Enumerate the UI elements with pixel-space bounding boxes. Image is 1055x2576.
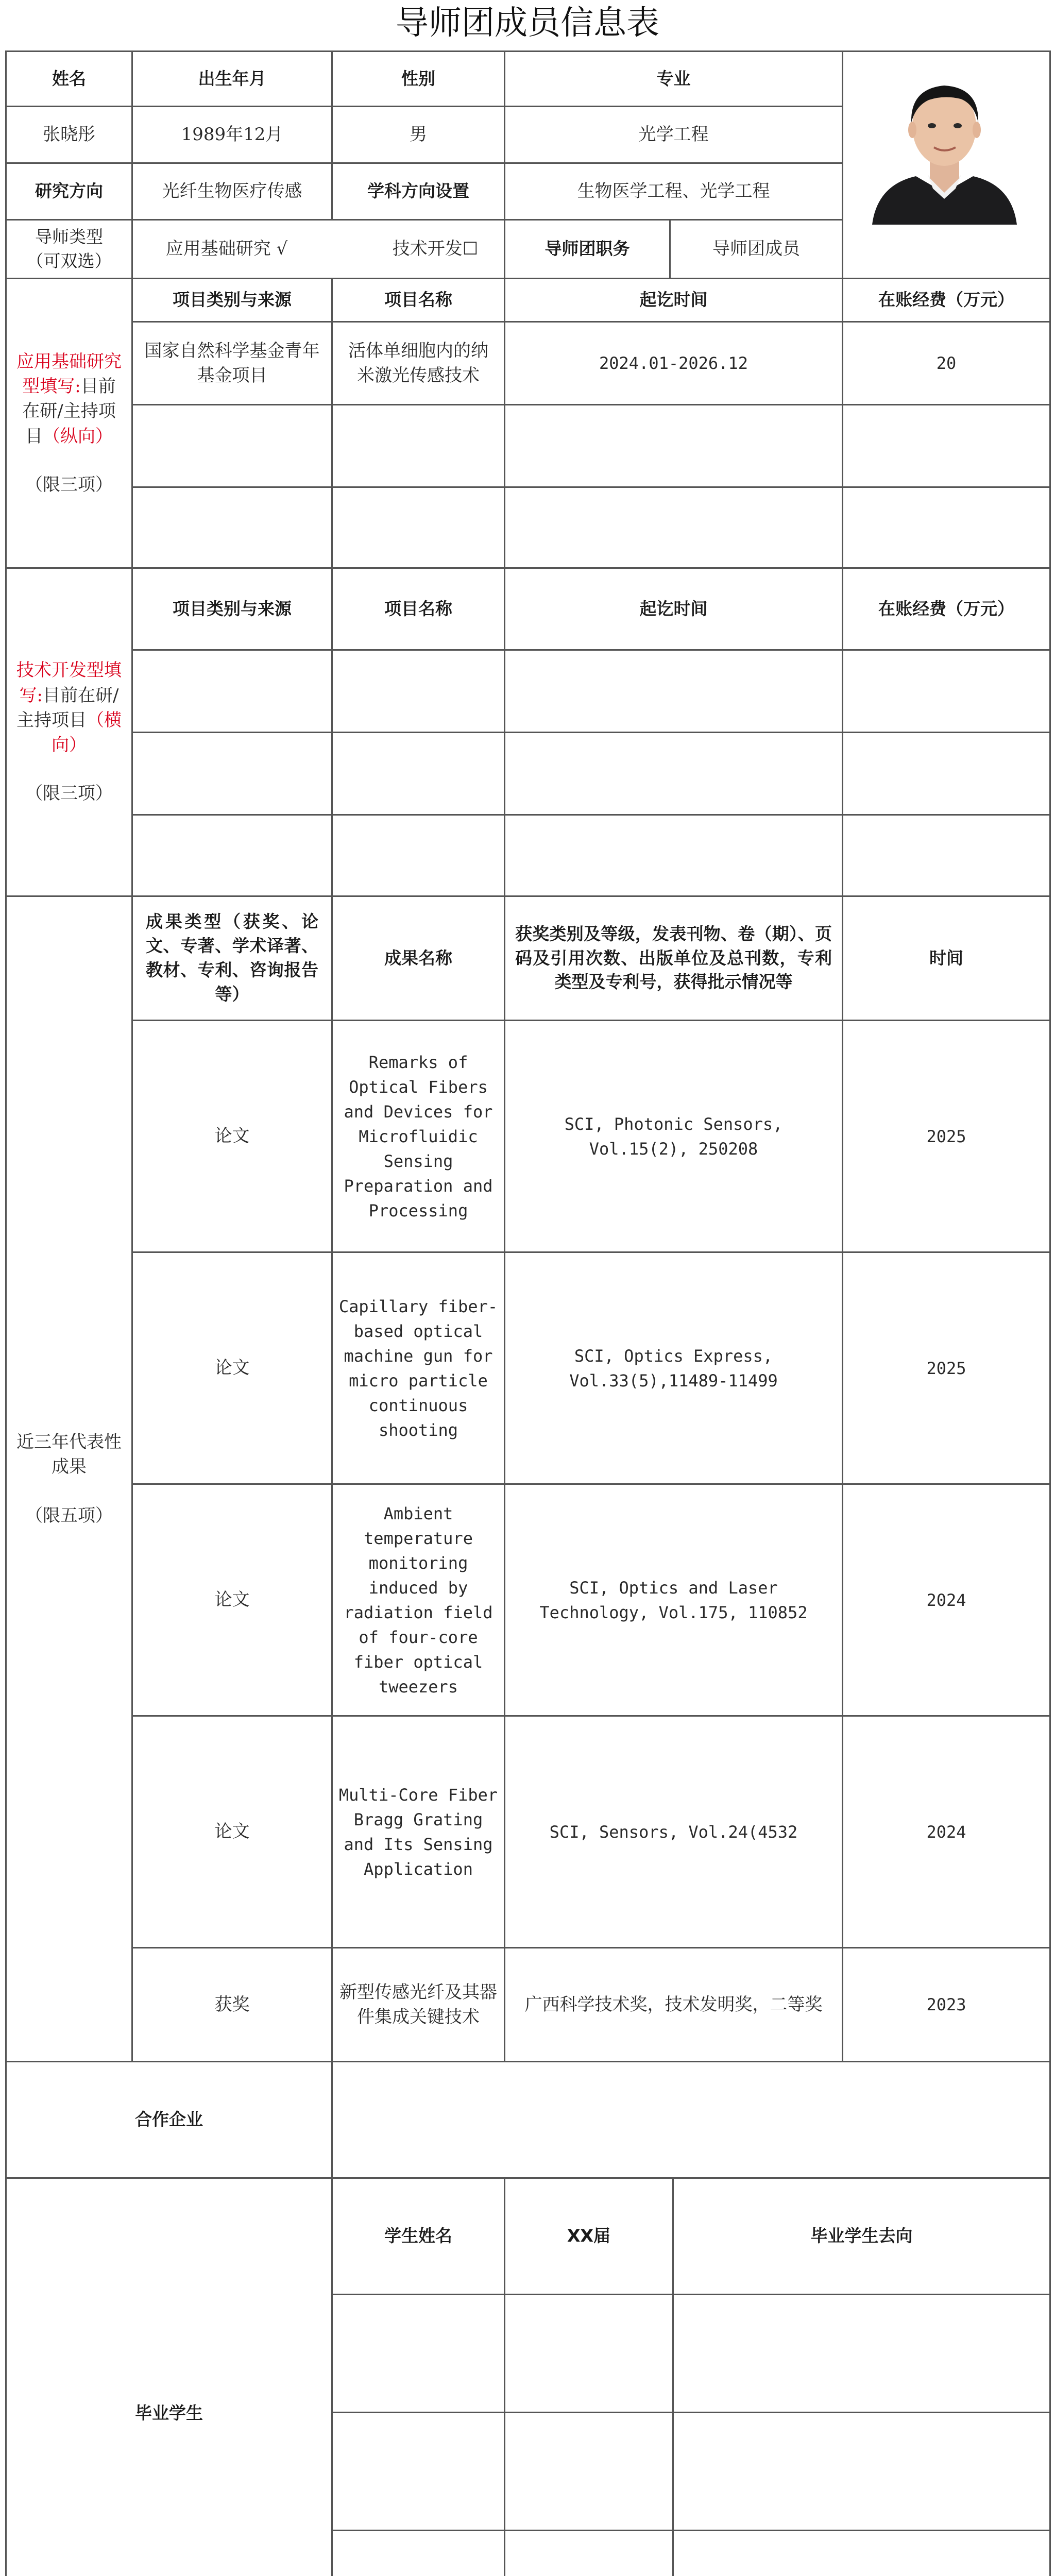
applied-label-black: 目前在研/主持项目 xyxy=(22,376,116,447)
graduates-label: 毕业学生 xyxy=(135,2402,203,2423)
research-value: 光纤生物医疗传感 xyxy=(162,181,302,202)
achievement-3-detail: SCI, Optics and Laser Technology, Vol.175, 110852 xyxy=(539,1578,808,1622)
graduate-1-name xyxy=(331,2294,505,2413)
graduate-2-class xyxy=(504,2412,674,2531)
achievement-1-type: 论文 xyxy=(214,1126,250,1147)
type-label: 导师类型（可双选） xyxy=(26,226,112,271)
applied-row-1-name: 活体单细胞内的纳米激光传感技术 xyxy=(348,340,488,386)
achievements-header-type: 成果类型（获奖、论文、专著、学术译著、教材、专利、咨询报告等） xyxy=(146,911,318,1004)
applied-row-1-period: 2024.01-2026.12 xyxy=(599,353,748,373)
achievement-5-time: 2023 xyxy=(926,1995,966,2014)
graduate-2-name xyxy=(331,2412,505,2531)
name-value: 张晓彤 xyxy=(43,124,95,145)
name-label: 姓名 xyxy=(52,68,86,89)
achievement-2-time: 2025 xyxy=(926,1358,966,1378)
tech-header-name: 项目名称 xyxy=(384,598,452,619)
applied-row-3-period xyxy=(504,486,843,569)
tech-label-black: 目前在研/主持项目 xyxy=(16,685,119,731)
type-tech-option[interactable]: 技术开发☐ xyxy=(392,239,479,260)
achievements-limit: （限五项） xyxy=(25,1505,113,1526)
major-value: 光学工程 xyxy=(638,124,709,145)
coop-value xyxy=(331,2061,1051,2179)
tech-row-3-funds xyxy=(842,814,1051,897)
applied-label-note: （纵向） xyxy=(43,426,113,447)
applied-row-2-source xyxy=(131,404,333,488)
achievement-4-type: 论文 xyxy=(214,1821,250,1842)
graduate-1-destination xyxy=(672,2294,1051,2413)
applied-row-2-funds xyxy=(842,404,1051,488)
applied-row-3-source xyxy=(131,486,333,569)
achievement-1-name: Remarks of Optical Fibers and Devices for Microfluidic Sensing Preparation and Processing xyxy=(344,1052,493,1221)
tech-row-1-period xyxy=(504,649,843,733)
applied-limit: （限三项） xyxy=(25,474,113,495)
coop-label: 合作企业 xyxy=(135,2109,203,2130)
achievements-label: 近三年代表性成果 xyxy=(16,1432,122,1478)
applied-row-3-name xyxy=(331,486,505,569)
gender-label: 性别 xyxy=(401,68,435,89)
tech-row-1-funds xyxy=(842,649,1051,733)
tech-label-red: 技术开发型填写: xyxy=(16,660,122,706)
achievement-4-name: Multi-Core Fiber Bragg Grating and Its Sensing Application xyxy=(338,1785,498,1879)
tech-row-2-funds xyxy=(842,732,1051,816)
achievement-3-time: 2024 xyxy=(926,1590,966,1610)
achievements-section-label xyxy=(5,895,133,2062)
achievement-5-detail: 广西科学技术奖，技术发明奖，二等奖 xyxy=(524,1994,823,2015)
applied-row-1-funds: 20 xyxy=(936,353,957,373)
achievement-2-detail: SCI, Optics Express, Vol.33(5),11489-11499 xyxy=(569,1346,778,1391)
tech-header-source: 项目类别与来源 xyxy=(173,598,292,619)
achievement-2-type: 论文 xyxy=(214,1358,250,1379)
graduates-header-destination: 毕业学生去向 xyxy=(810,2226,913,2246)
birth-value: 1989年12月 xyxy=(181,124,283,145)
gender-value: 男 xyxy=(410,124,427,145)
role-label: 导师团职务 xyxy=(544,239,630,259)
graduate-3-class xyxy=(504,2530,674,2576)
graduate-3-name xyxy=(331,2530,505,2576)
tech-header-funds: 在账经费（万元） xyxy=(878,598,1014,619)
tech-header-period: 起讫时间 xyxy=(639,598,708,619)
applied-row-3-funds xyxy=(842,486,1051,569)
applied-row-1-source: 国家自然科学基金青年基金项目 xyxy=(144,340,320,386)
achievements-header-name: 成果名称 xyxy=(384,947,452,968)
achievement-1-detail: SCI, Photonic Sensors, Vol.15(2), 250208 xyxy=(564,1114,783,1159)
achievement-1-time: 2025 xyxy=(926,1126,966,1146)
tech-row-3-source xyxy=(131,814,333,897)
applied-header-name: 项目名称 xyxy=(384,290,452,310)
tech-label-note: （横向） xyxy=(52,709,122,756)
tech-row-2-name xyxy=(331,732,505,816)
type-applied-option[interactable]: 应用基础研究 √ xyxy=(165,239,288,260)
achievements-header-time: 时间 xyxy=(929,947,963,968)
major-label: 专业 xyxy=(656,68,691,89)
achievement-3-name: Ambient temperature monitoring induced by radiation field of four-core fiber optical tweezers xyxy=(344,1503,493,1697)
page-title: 导师团成员信息表 xyxy=(396,4,659,42)
birth-label: 出生年月 xyxy=(198,68,266,89)
applied-section-label xyxy=(5,278,133,569)
achievements-header-detail: 获奖类别及等级，发表刊物、卷（期）、页码及引用次数、出版单位及总刊数，专利类型及专利号，获得批示情况等 xyxy=(515,923,832,992)
applied-header-source: 项目类别与来源 xyxy=(173,290,292,310)
achievement-3-type: 论文 xyxy=(214,1589,250,1611)
achievement-4-detail: SCI, Sensors, Vol.24(4532 xyxy=(549,1822,798,1842)
graduate-3-destination xyxy=(672,2530,1051,2576)
achievement-2-name: Capillary fiber-based optical machine gun for micro particle continuous shooting xyxy=(338,1296,498,1440)
applied-header-funds: 在账经费（万元） xyxy=(878,290,1014,310)
tech-row-1-name xyxy=(331,649,505,733)
discipline-value: 生物医学工程、光学工程 xyxy=(577,181,770,202)
applied-header-period: 起讫时间 xyxy=(639,290,708,310)
achievement-4-time: 2024 xyxy=(926,1822,966,1842)
applied-label-red: 应用基础研究型填写: xyxy=(16,351,122,397)
graduate-2-destination xyxy=(672,2412,1051,2531)
tech-row-2-period xyxy=(504,732,843,816)
tech-limit: （限三项） xyxy=(25,783,113,804)
graduates-header-name: 学生姓名 xyxy=(384,2226,452,2246)
research-label: 研究方向 xyxy=(35,181,103,201)
achievement-5-type: 获奖 xyxy=(214,1994,250,2015)
tech-section-label xyxy=(5,567,133,897)
tech-row-2-source xyxy=(131,732,333,816)
tech-row-1-source xyxy=(131,649,333,733)
portrait-photo xyxy=(867,69,1022,225)
graduate-1-class xyxy=(504,2294,674,2413)
discipline-label: 学科方向设置 xyxy=(367,181,469,201)
role-value: 导师团成员 xyxy=(712,239,800,260)
applied-row-2-name xyxy=(331,404,505,488)
graduates-header-class: XX届 xyxy=(567,2226,610,2246)
applied-row-2-period xyxy=(504,404,843,488)
achievement-5-name: 新型传感光纤及其器件集成关键技术 xyxy=(339,1981,497,2027)
tech-row-3-period xyxy=(504,814,843,897)
tech-row-3-name xyxy=(331,814,505,897)
